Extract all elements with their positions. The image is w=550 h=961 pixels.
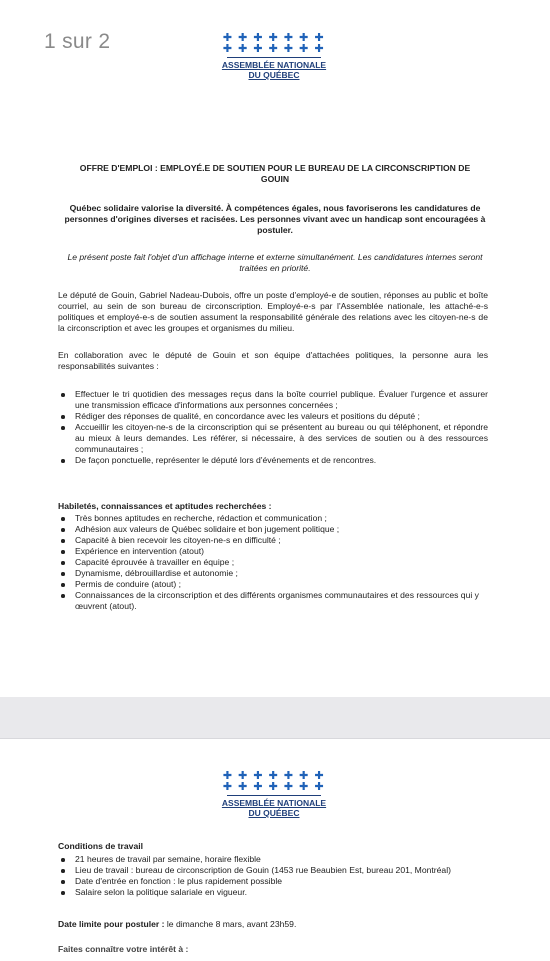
list-item: Permis de conduire (atout) ; (58, 579, 488, 590)
list-item: Dynamisme, débrouillardise et autonomie ; (58, 568, 488, 579)
list-item: Accueillir les citoyen-ne-s de la circonscription qui se présentent au bureau ou qui téléphonent, et répondre au mieux à leurs demandes. Les référer, si nécessaire, à des services de soutien ou à des ressources communautaires ; (58, 422, 488, 455)
page-counter: 1 sur 2 (44, 30, 111, 53)
list-item: Adhésion aux valeurs de Québec solidaire et bon jugement politique ; (58, 524, 488, 535)
logo-line-2: DU QUÉBEC (248, 808, 300, 818)
list-item: Salaire selon la politique salariale en vigueur. (58, 887, 498, 898)
skills-list (58, 513, 488, 612)
list-item: Très bonnes aptitudes en recherche, rédaction et communication ; (58, 513, 488, 524)
list-item: Rédiger des réponses de qualité, en concordance avec les valeurs et positions du député ; (58, 411, 488, 422)
assemblee-nationale-logo (219, 33, 329, 80)
list-item: Connaissances de la circonscription et des différents organismes communautaires et des ressources qui y œuvrent (atout). (58, 590, 488, 612)
skills-heading: Habiletés, connaissances et aptitudes recherchées : (58, 501, 272, 511)
diversity-statement: Québec solidaire valorise la diversité. À compétences égales, nous favoriserons les candidatures de personnes d'origines diverses et racisées. Les personnes vivant avec un handicap sont encouragées à postuler. (64, 203, 486, 235)
job-title: OFFRE D'EMPLOI : EMPLOYÉ.E DE SOUTIEN POUR LE BUREAU DE LA CIRCONSCRIPTION DE GOUIN (79, 163, 471, 184)
conditions-heading: Conditions de travail (58, 841, 143, 851)
list-item: Expérience en intervention (atout) (58, 546, 488, 557)
document-page-2 (0, 738, 550, 961)
fleur-de-lis-row: ✚ ✚ ✚ ✚ ✚ ✚ ✚ (222, 770, 326, 782)
fleur-de-lis-row: ✚ ✚ ✚ ✚ ✚ ✚ ✚ (222, 781, 326, 793)
deadline-label: Date limite pour postuler : (58, 919, 165, 929)
list-item: Date d'entrée en fonction : le plus rapidement possible (58, 876, 498, 887)
logo-line-2: DU QUÉBEC (248, 70, 300, 80)
fleur-de-lis-row: ✚ ✚ ✚ ✚ ✚ ✚ ✚ (222, 32, 326, 44)
deadline-value: le dimanche 8 mars, avant 23h59. (164, 919, 297, 929)
list-item: Effectuer le tri quotidien des messages reçus dans la boîte courriel publique. Évaluer l'urgence et assurer une transmission efficace d'informations aux personnes concernées ; (58, 389, 488, 411)
assemblee-nationale-logo (219, 771, 329, 818)
list-item: Lieu de travail : bureau de circonscription de Gouin (1453 rue Beaubien Est, bureau 201, Montréal) (58, 865, 498, 876)
logo-rule (227, 57, 321, 58)
posting-notice: Le présent poste fait l'objet d'un affichage interne et externe simultanément. Les candidatures internes seront traitées en priorité. (67, 252, 483, 273)
fleur-de-lis-row: ✚ ✚ ✚ ✚ ✚ ✚ ✚ (222, 43, 326, 55)
collaboration-paragraph: En collaboration avec le député de Gouin et son équipe d'attachées politiques, la personne aura les responsabilités suivantes : (58, 350, 488, 371)
list-item: Capacité à bien recevoir les citoyen-ne-s en difficulté ; (58, 535, 488, 546)
list-item: De façon ponctuelle, représenter le député lors d'événements et de rencontres. (58, 455, 488, 466)
intro-paragraph: Le député de Gouin, Gabriel Nadeau-Dubois, offre un poste d'employé-e de soutien, réponses au public et boîte courriel, au sein de son bureau de circonscription. Employé-e-s par l'Assemblée nationale, les attaché-e-s politiques et employé-e-s de soutien assument la responsabilité générale des relations avec les citoyen-ne-s de la circonscription et avec les groupes et organismes du milieu. (58, 290, 488, 333)
deadline-line (58, 919, 488, 930)
logo-rule (227, 795, 321, 796)
list-item: Capacité éprouvée à travailler en équipe ; (58, 557, 488, 568)
logo-line-1: ASSEMBLÉE NATIONALE (221, 798, 327, 808)
conditions-list (58, 854, 498, 898)
duties-list (58, 389, 488, 466)
cutoff-line: Faites connaître votre intérêt à : (58, 944, 189, 954)
list-item: 21 heures de travail par semaine, horaire flexible (58, 854, 498, 865)
logo-line-1: ASSEMBLÉE NATIONALE (221, 60, 327, 70)
